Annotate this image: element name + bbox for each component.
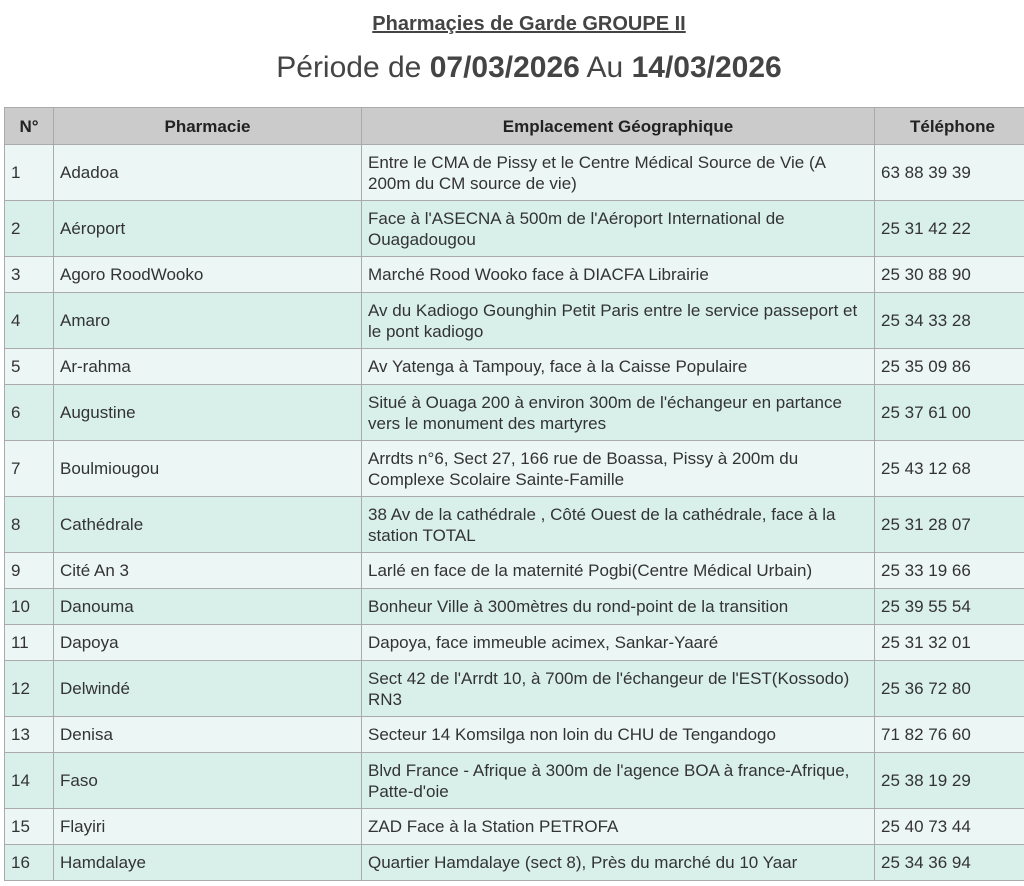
pharmacy-location: Blvd France - Afrique à 300m de l'agence BOA à france-Afrique, Patte-d'oie [362, 753, 875, 809]
pharmacy-name: Cité An 3 [54, 553, 362, 589]
row-number: 15 [5, 809, 54, 845]
table-row [5, 553, 1024, 589]
row-number: 4 [5, 293, 54, 349]
pharmacy-location: Av Yatenga à Tampouy, face à la Caisse Populaire [362, 349, 875, 385]
table-row [5, 441, 1024, 497]
pharmacy-name: Ar-rahma [54, 349, 362, 385]
table-row [5, 497, 1024, 553]
table-row [5, 385, 1024, 441]
row-number: 8 [5, 497, 54, 553]
pharmacy-location: Quartier Hamdalaye (sect 8), Près du marché du 10 Yaar [362, 845, 875, 881]
row-number: 10 [5, 589, 54, 625]
table-row [5, 809, 1024, 845]
pharmacy-phone: 63 88 39 39 [875, 145, 1024, 201]
table-row [5, 293, 1024, 349]
column-header-location: Emplacement Géographique [362, 108, 875, 145]
pharmacy-location: Marché Rood Wooko face à DIACFA Librairie [362, 257, 875, 293]
row-number: 9 [5, 553, 54, 589]
pharmacy-location: Entre le CMA de Pissy et le Centre Médical Source de Vie (A 200m du CM source de vie) [362, 145, 875, 201]
pharmacy-name: Amaro [54, 293, 362, 349]
row-number: 3 [5, 257, 54, 293]
column-header-pharmacy: Pharmacie [54, 108, 362, 145]
pharmacy-name: Augustine [54, 385, 362, 441]
table-row [5, 717, 1024, 753]
row-number: 13 [5, 717, 54, 753]
pharmacy-phone: 25 43 12 68 [875, 441, 1024, 497]
pharmacy-phone: 71 82 76 60 [875, 717, 1024, 753]
period-start-date: 07/03/2026 [429, 51, 580, 84]
pharmacy-phone: 25 31 32 01 [875, 625, 1024, 661]
column-header-number: N° [5, 108, 54, 145]
pharmacy-location: Av du Kadiogo Gounghin Petit Paris entre le service passeport et le pont kadiogo [362, 293, 875, 349]
pharmacy-name: Hamdalaye [54, 845, 362, 881]
column-header-phone: Téléphone [875, 108, 1024, 145]
row-number: 5 [5, 349, 54, 385]
row-number: 11 [5, 625, 54, 661]
pharmacy-location: Larlé en face de la maternité Pogbi(Centre Médical Urbain) [362, 553, 875, 589]
pharmacy-name: Flayiri [54, 809, 362, 845]
pharmacy-location: Secteur 14 Komsilga non loin du CHU de Tengandogo [362, 717, 875, 753]
pharmacy-location: ZAD Face à la Station PETROFA [362, 809, 875, 845]
pharmacy-location: Sect 42 de l'Arrdt 10, à 700m de l'échangeur de l'EST(Kossodo) RN3 [362, 661, 875, 717]
period-line [0, 51, 1024, 85]
pharmacy-phone: 25 35 09 86 [875, 349, 1024, 385]
pharmacy-phone: 25 31 28 07 [875, 497, 1024, 553]
pharmacy-phone: 25 30 88 90 [875, 257, 1024, 293]
pharmacy-phone: 25 40 73 44 [875, 809, 1024, 845]
pharmacy-name: Aéroport [54, 201, 362, 257]
table-row [5, 625, 1024, 661]
pharmacy-location: 38 Av de la cathédrale , Côté Ouest de la cathédrale, face à la station TOTAL [362, 497, 875, 553]
pharmacy-name: Boulmiougou [54, 441, 362, 497]
pharmacy-name: Danouma [54, 589, 362, 625]
row-number: 2 [5, 201, 54, 257]
period-middle: Au [586, 51, 624, 84]
pharmacy-phone: 25 38 19 29 [875, 753, 1024, 809]
pharmacy-name: Cathédrale [54, 497, 362, 553]
table-row [5, 589, 1024, 625]
table-row [5, 753, 1024, 809]
pharmacy-phone: 25 39 55 54 [875, 589, 1024, 625]
pharmacy-name: Dapoya [54, 625, 362, 661]
pharmacy-location: Arrdts n°6, Sect 27, 166 rue de Boassa, Pissy à 200m du Complexe Scolaire Sainte-Famille [362, 441, 875, 497]
pharmacy-location: Situé à Ouaga 200 à environ 300m de l'échangeur en partance vers le monument des martyres [362, 385, 875, 441]
pharmacy-location: Dapoya, face immeuble acimex, Sankar-Yaaré [362, 625, 875, 661]
table-header-row [5, 108, 1024, 145]
pharmacy-phone: 25 34 33 28 [875, 293, 1024, 349]
pharmacy-phone: 25 37 61 00 [875, 385, 1024, 441]
row-number: 7 [5, 441, 54, 497]
page-title: Pharmaçies de Garde GROUPE II [372, 13, 686, 35]
pharmacy-table [4, 107, 1024, 881]
row-number: 1 [5, 145, 54, 201]
pharmacy-name: Faso [54, 753, 362, 809]
table-row [5, 661, 1024, 717]
period-end-date: 14/03/2026 [631, 51, 782, 84]
table-row [5, 257, 1024, 293]
table-row [5, 845, 1024, 881]
row-number: 12 [5, 661, 54, 717]
pharmacy-phone: 25 36 72 80 [875, 661, 1024, 717]
pharmacy-name: Agoro RoodWooko [54, 257, 362, 293]
table-row [5, 145, 1024, 201]
pharmacy-location: Face à l'ASECNA à 500m de l'Aéroport International de Ouagadougou [362, 201, 875, 257]
pharmacy-phone: 25 31 42 22 [875, 201, 1024, 257]
row-number: 14 [5, 753, 54, 809]
period-prefix: Période de [276, 51, 422, 84]
table-row [5, 201, 1024, 257]
pharmacy-name: Denisa [54, 717, 362, 753]
row-number: 6 [5, 385, 54, 441]
table-row [5, 349, 1024, 385]
row-number: 16 [5, 845, 54, 881]
pharmacy-name: Delwindé [54, 661, 362, 717]
pharmacy-name: Adadoa [54, 145, 362, 201]
pharmacy-phone: 25 33 19 66 [875, 553, 1024, 589]
pharmacy-location: Bonheur Ville à 300mètres du rond-point de la transition [362, 589, 875, 625]
pharmacy-phone: 25 34 36 94 [875, 845, 1024, 881]
